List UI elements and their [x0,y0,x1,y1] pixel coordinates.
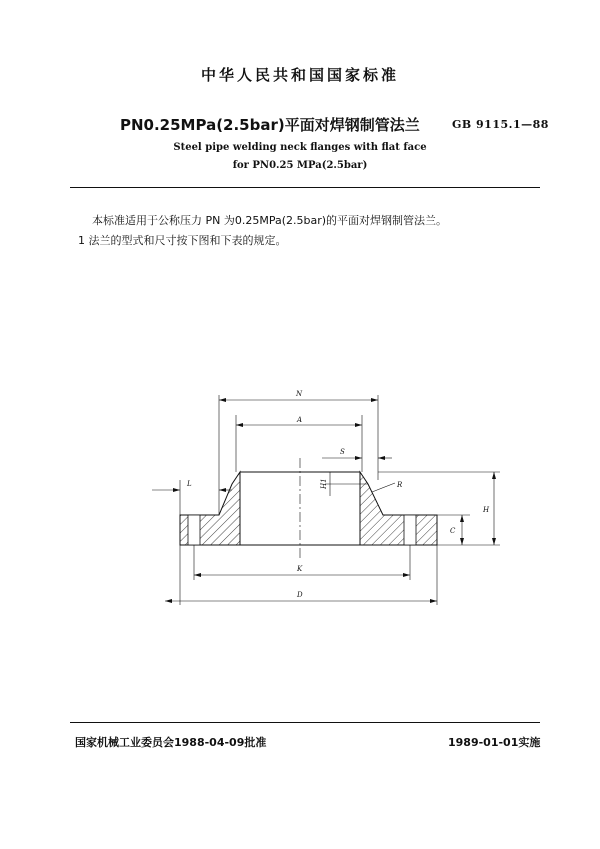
implementation-date: 1989-01-01实施 [448,736,541,749]
english-title-line2: for PN0.25 MPa(2.5bar) [232,160,368,171]
dim-label-L: L [187,480,192,488]
dim-label-H1: H1 [320,478,328,489]
footer-divider [70,722,540,723]
bolt-hole-right [404,515,416,545]
clause-1: 1 法兰的型式和尺寸按下图和下表的规定。 [78,234,287,247]
dim-label-D: D [297,591,303,599]
standard-code: GB 9115.1—88 [452,118,549,131]
dim-label-A: A [297,416,303,424]
national-standard-title: 中华人民共和国国家标准 [200,66,399,84]
intro-paragraph: 本标准适用于公称压力 PN 为0.25MPa(2.5bar)的平面对焊钢制管法兰。 [92,214,448,227]
approval-note: 国家机械工业委员会1988-04-09批准 [75,736,267,749]
dim-label-H: H [483,506,490,514]
dim-label-N: N [296,390,303,398]
standard-title: PN0.25MPa(2.5bar)平面对焊钢制管法兰 [120,116,420,134]
english-title-line1: Steel pipe welding neck flanges with flat face [173,142,427,153]
bolt-hole-left [188,515,200,545]
dim-label-S: S [340,448,345,456]
dim-label-R: R [397,481,403,489]
dim-label-C: C [450,527,456,535]
dim-label-K: K [297,565,303,573]
